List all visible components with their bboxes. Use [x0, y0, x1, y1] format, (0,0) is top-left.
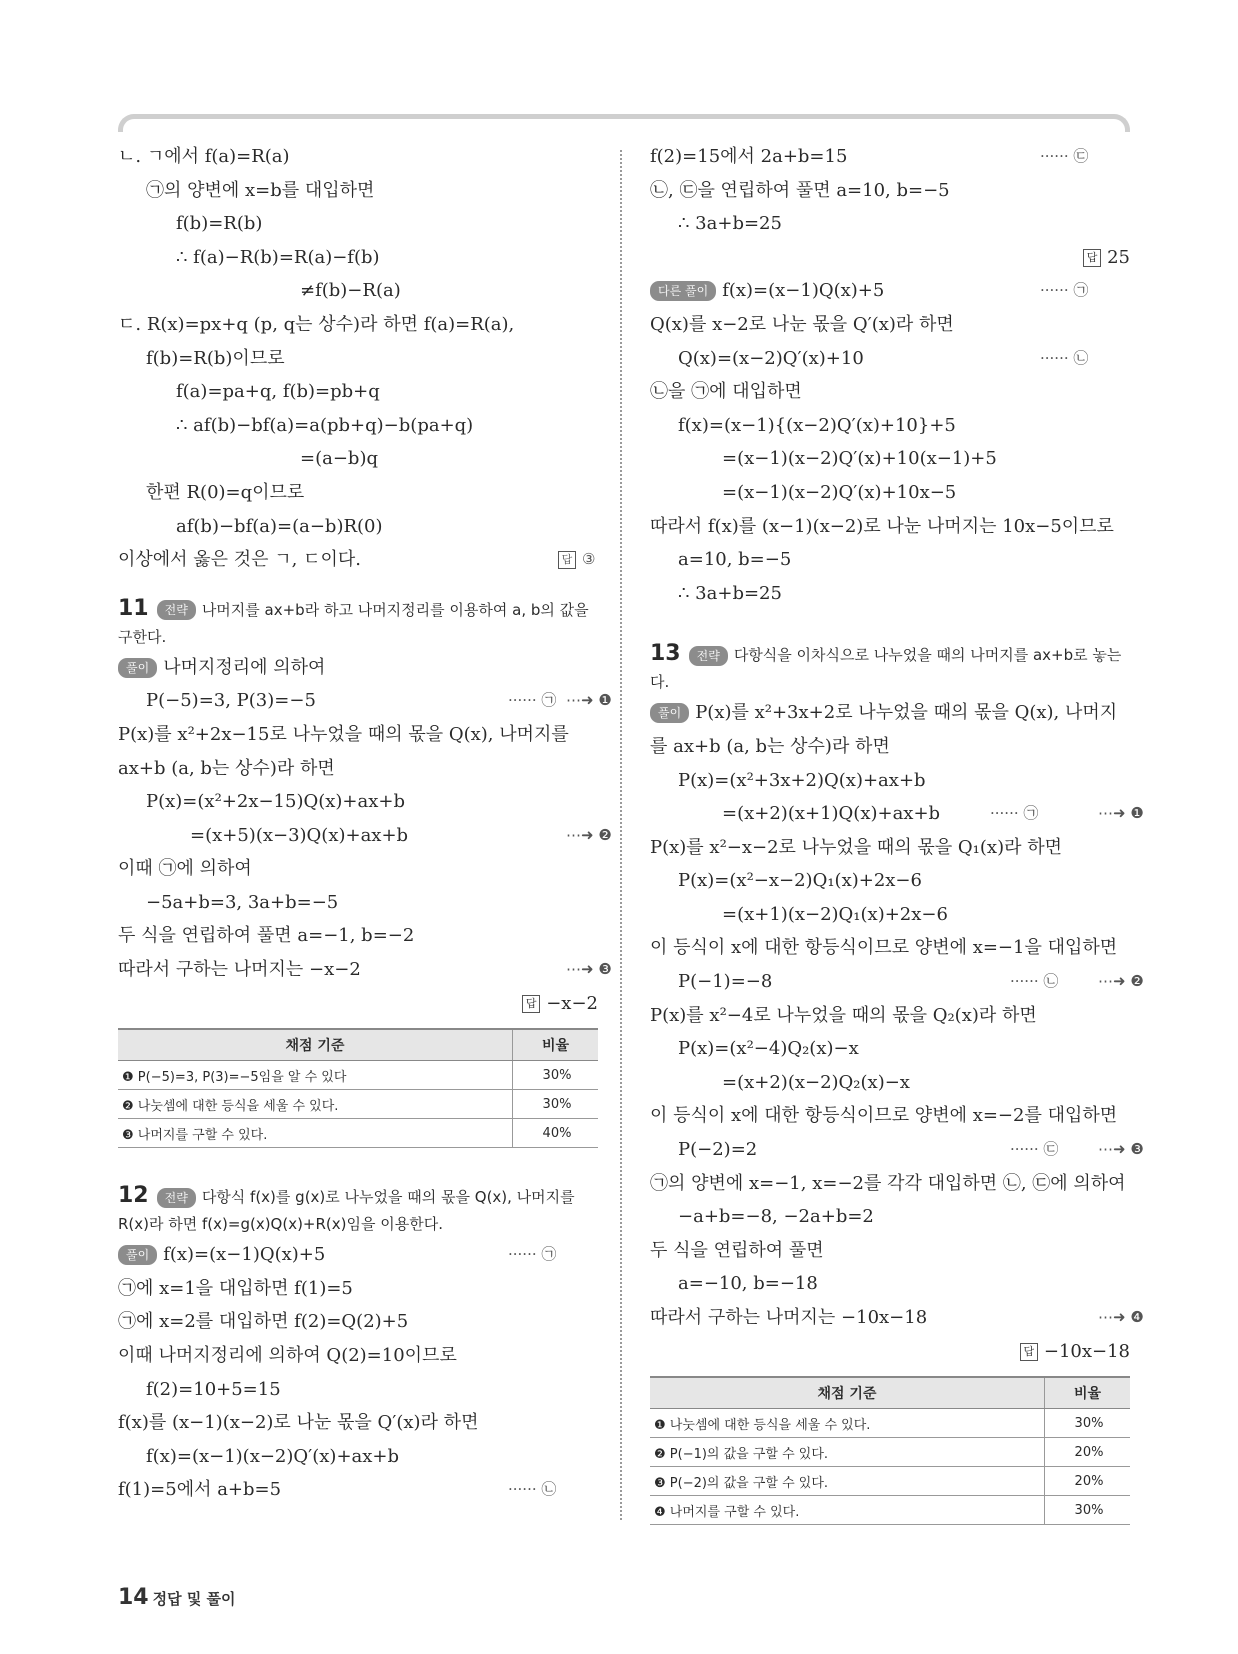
text-line	[118, 651, 598, 685]
step-label: ⋯➜ ❷	[566, 825, 612, 844]
ratio: 30%	[1045, 1496, 1131, 1525]
text-line	[118, 819, 612, 853]
ratio: 30%	[1045, 1409, 1131, 1438]
table-header: 비율	[513, 1029, 599, 1061]
text-line: ㉠의 양변에 x=b를 대입하면	[146, 179, 375, 201]
mark-label: ······ ㉠	[508, 1245, 557, 1264]
text-line: ≠f(b)−R(a)	[300, 280, 401, 302]
step-label: ⋯➜ ❶	[1098, 804, 1144, 823]
criterion: ❶ 나눗셈에 대한 등식을 세울 수 있다.	[650, 1409, 1045, 1438]
table-row	[118, 1090, 598, 1119]
equation: =(x+5)(x−3)Q(x)+ax+b	[190, 824, 409, 846]
step-label: ⋯➜ ❶	[566, 691, 612, 710]
question-number: 12	[118, 1183, 149, 1209]
text-line: P(x)=(x²+2x−15)Q(x)+ax+b	[146, 791, 405, 813]
equation: f(x)=(x−1)Q(x)+5	[722, 280, 885, 302]
table-row	[650, 1496, 1130, 1525]
solution-text: 나머지정리에 의하여	[163, 656, 326, 678]
answer-line	[118, 987, 598, 1021]
strategy-tag: 전략	[157, 1188, 196, 1208]
text-line: 두 식을 연립하여 풀면	[650, 1239, 824, 1261]
equation: Q(x)=(x−2)Q′(x)+10	[678, 347, 864, 369]
q11-heading	[118, 595, 598, 651]
solution-tag: 풀이	[118, 1245, 157, 1265]
text-line: P(x)=(x²−4)Q₂(x)−x	[678, 1038, 859, 1060]
solution-text: P(x)를 x²+3x+2로 나누었을 때의 몫을 Q(x), 나머지	[695, 702, 1118, 724]
text-line: 이 등식이 x에 대한 항등식이므로 양변에 x=−1을 대입하면	[650, 937, 1118, 959]
strategy-text: 다항식을 이차식으로 나누었을 때의 나머지를 ax+b로 놓는다.	[650, 646, 1122, 692]
text-line: P(x)=(x²+3x+2)Q(x)+ax+b	[678, 769, 926, 791]
q12-heading	[118, 1182, 598, 1238]
q13-heading	[650, 640, 1130, 696]
text-line: =(x−1)(x−2)Q′(x)+10(x−1)+5	[722, 448, 997, 470]
text-line: f(b)=R(b)이므로	[146, 347, 285, 369]
text-line: ax+b (a, b는 상수)라 하면	[118, 757, 335, 779]
answer-value: −x−2	[546, 992, 598, 1014]
text-line: f(b)=R(b)	[176, 213, 263, 235]
text-line: −a+b=−8, −2a+b=2	[678, 1206, 874, 1228]
text-line: ㉡, ㉢을 연립하여 풀면 a=10, b=−5	[650, 179, 950, 201]
text-line: 를 ax+b (a, b는 상수)라 하면	[650, 735, 890, 757]
text-line: a=−10, b=−18	[678, 1273, 818, 1295]
mark-label: ······ ㉠	[508, 691, 557, 710]
text-line: ㄷ. R(x)=px+q (p, q는 상수)라 하면 f(a)=R(a),	[118, 313, 515, 335]
answer-label	[558, 543, 595, 577]
criterion: ❶ P(−5)=3, P(3)=−5임을 알 수 있다	[118, 1061, 513, 1090]
text-line	[650, 965, 1144, 999]
criterion: ❷ 나눗셈에 대한 등식을 세울 수 있다.	[118, 1090, 513, 1119]
question-number: 11	[118, 595, 149, 621]
step-label: ⋯➜ ❸	[1098, 1140, 1144, 1159]
mark-label: ······ ㉠	[990, 804, 1039, 823]
ratio: 30%	[513, 1061, 599, 1090]
step-label: ⋯➜ ❹	[1098, 1308, 1144, 1326]
answer-icon: 답	[522, 995, 540, 1013]
question-number: 13	[650, 641, 681, 667]
equation: 따라서 구하는 나머지는 −x−2	[118, 959, 361, 981]
answer-value: 25	[1107, 246, 1130, 268]
equation: 따라서 구하는 나머지는 −10x−18	[650, 1307, 928, 1328]
ratio: 30%	[513, 1090, 599, 1119]
footer-label: 정답 및 풀이	[152, 1590, 236, 1608]
text-line	[650, 1133, 1144, 1167]
left-column	[118, 140, 612, 1507]
text-line: −5a+b=3, 3a+b=−5	[146, 891, 339, 913]
text-line: P(x)를 x²+2x−15로 나누었을 때의 몫을 Q(x), 나머지를	[118, 723, 569, 745]
mark-label: ······ ㉠	[1040, 281, 1089, 300]
text-line: ∴ af(b)−bf(a)=a(pb+q)−b(pa+q)	[176, 414, 474, 436]
answer-line	[650, 1335, 1130, 1369]
alt-solution-tag: 다른 풀이	[650, 281, 716, 301]
text-line: ㉠의 양변에 x=−1, x=−2를 각각 대입하면 ㉡, ㉢에 의하여	[650, 1172, 1126, 1194]
answer-line	[650, 241, 1130, 275]
column-divider	[620, 150, 622, 1520]
text-line: 이때 나머지정리에 의하여 Q(2)=10이므로	[118, 1345, 457, 1367]
text-line: af(b)−bf(a)=(a−b)R(0)	[176, 515, 383, 537]
text-line	[118, 684, 612, 718]
criterion: ❸ 나머지를 구할 수 있다.	[118, 1119, 513, 1148]
equation: f(1)=5에서 a+b=5	[118, 1479, 282, 1501]
equation: f(2)=15에서 2a+b=15	[650, 146, 848, 167]
step-label: ⋯➜ ❷	[1098, 972, 1144, 991]
answer-icon: 답	[1020, 1343, 1038, 1361]
equation: P(−2)=2	[678, 1139, 758, 1161]
mark-label: ······ ㉢	[1040, 147, 1089, 165]
text-line	[650, 797, 1144, 831]
strategy-tag: 전략	[689, 646, 728, 666]
text-line: ㉡을 ㉠에 대입하면	[650, 381, 802, 403]
text-line: Q(x)를 x−2로 나눈 몫을 Q′(x)라 하면	[650, 313, 954, 335]
text-line: P(x)를 x²−4로 나누었을 때의 몫을 Q₂(x)라 하면	[650, 1004, 1037, 1026]
text-line: ∴ 3a+b=25	[678, 582, 782, 604]
table-header: 채점 기준	[118, 1029, 513, 1061]
table-header: 채점 기준	[650, 1377, 1045, 1409]
criterion: ❸ P(−2)의 값을 구할 수 있다.	[650, 1467, 1045, 1496]
table-row	[650, 1409, 1130, 1438]
page-footer	[118, 1585, 236, 1610]
table-row	[650, 1467, 1130, 1496]
table-row	[650, 1438, 1130, 1467]
answer-value: ③	[582, 550, 596, 569]
text-line: f(2)=10+5=15	[146, 1378, 281, 1400]
text-line	[118, 1238, 598, 1272]
text-line: =(x−1)(x−2)Q′(x)+10x−5	[722, 481, 957, 503]
text-line	[650, 696, 1130, 730]
criterion: ❷ P(−1)의 값을 구할 수 있다.	[650, 1438, 1045, 1467]
text-line	[118, 543, 598, 577]
step-label: ⋯➜ ❸	[566, 960, 612, 979]
text-line: =(x+1)(x−2)Q₁(x)+2x−6	[722, 903, 948, 925]
conclusion-text: 이상에서 옳은 것은 ㄱ, ㄷ이다.	[118, 549, 361, 571]
grading-table	[650, 1376, 1130, 1525]
text-line	[650, 274, 1130, 308]
text-line: f(a)=pa+q, f(b)=pb+q	[176, 381, 380, 403]
equation: f(x)=(x−1)Q(x)+5	[163, 1244, 326, 1266]
mark-label: ······ ㉢	[1010, 1140, 1059, 1159]
answer-icon: 답	[1083, 249, 1101, 267]
text-line: 이 등식이 x에 대한 항등식이므로 양변에 x=−2를 대입하면	[650, 1105, 1118, 1127]
table-row	[118, 1061, 598, 1090]
table-row	[118, 1119, 598, 1148]
answer-value: −10x−18	[1043, 1340, 1130, 1362]
text-line: P(x)=(x²−x−2)Q₁(x)+2x−6	[678, 870, 922, 892]
text-line	[650, 342, 1130, 376]
ratio: 20%	[1045, 1438, 1131, 1467]
text-line	[118, 953, 612, 987]
text-line: ㉠에 x=1을 대입하면 f(1)=5	[118, 1277, 353, 1299]
text-line	[650, 140, 1130, 174]
text-line: ㉠에 x=2를 대입하면 f(2)=Q(2)+5	[118, 1311, 409, 1333]
text-line: ∴ f(a)−R(b)=R(a)−f(b)	[176, 246, 380, 268]
text-line: =(a−b)q	[300, 448, 378, 470]
page-number: 14	[118, 1585, 149, 1610]
mark-label: ······ ㉡	[508, 1480, 557, 1499]
strategy-text: 다항식 f(x)를 g(x)로 나누었을 때의 몫을 Q(x), 나머지를 R(x)라 하면 f(x)=g(x)Q(x)+R(x)임을 이용한다.	[118, 1188, 575, 1234]
text-line: 한편 R(0)=q이므로	[146, 481, 305, 503]
solution-tag: 풀이	[650, 703, 689, 723]
text-line	[118, 1473, 598, 1507]
ratio: 20%	[1045, 1467, 1131, 1496]
mark-label: ······ ㉡	[1040, 348, 1089, 367]
strategy-tag: 전략	[157, 600, 196, 620]
strategy-text: 나머지를 ax+b라 하고 나머지정리를 이용하여 a, b의 값을 구한다.	[118, 600, 589, 646]
text-line: ㄴ. ㄱ에서 f(a)=R(a)	[118, 146, 290, 167]
answer-icon: 답	[558, 551, 576, 569]
table-header: 비율	[1045, 1377, 1131, 1409]
text-line: f(x)를 (x−1)(x−2)로 나눈 몫을 Q′(x)라 하면	[118, 1412, 479, 1434]
mark-label: ······ ㉡	[1010, 972, 1059, 991]
text-line: ∴ 3a+b=25	[678, 213, 782, 235]
grading-table	[118, 1028, 598, 1148]
ratio: 40%	[513, 1119, 599, 1148]
text-line: a=10, b=−5	[678, 549, 792, 571]
text-line: 이때 ㉠에 의하여	[118, 858, 252, 880]
criterion: ❹ 나머지를 구할 수 있다.	[650, 1496, 1045, 1525]
solution-tag: 풀이	[118, 658, 157, 678]
text-line: f(x)=(x−1){(x−2)Q′(x)+10}+5	[678, 414, 956, 436]
right-column	[650, 140, 1144, 1525]
text-line: =(x+2)(x−2)Q₂(x)−x	[722, 1071, 910, 1093]
text-line	[650, 1301, 1144, 1335]
text-line: 두 식을 연립하여 풀면 a=−1, b=−2	[118, 925, 415, 947]
equation: =(x+2)(x+1)Q(x)+ax+b	[722, 803, 941, 825]
text-line: P(x)를 x²−x−2로 나누었을 때의 몫을 Q₁(x)라 하면	[650, 836, 1062, 858]
text-line: f(x)=(x−1)(x−2)Q′(x)+ax+b	[146, 1445, 400, 1467]
equation: P(−1)=−8	[678, 971, 773, 993]
equation: P(−5)=3, P(3)=−5	[146, 690, 316, 712]
top-border	[118, 114, 1130, 132]
text-line: 따라서 f(x)를 (x−1)(x−2)로 나눈 나머지는 10x−5이므로	[650, 515, 1114, 537]
